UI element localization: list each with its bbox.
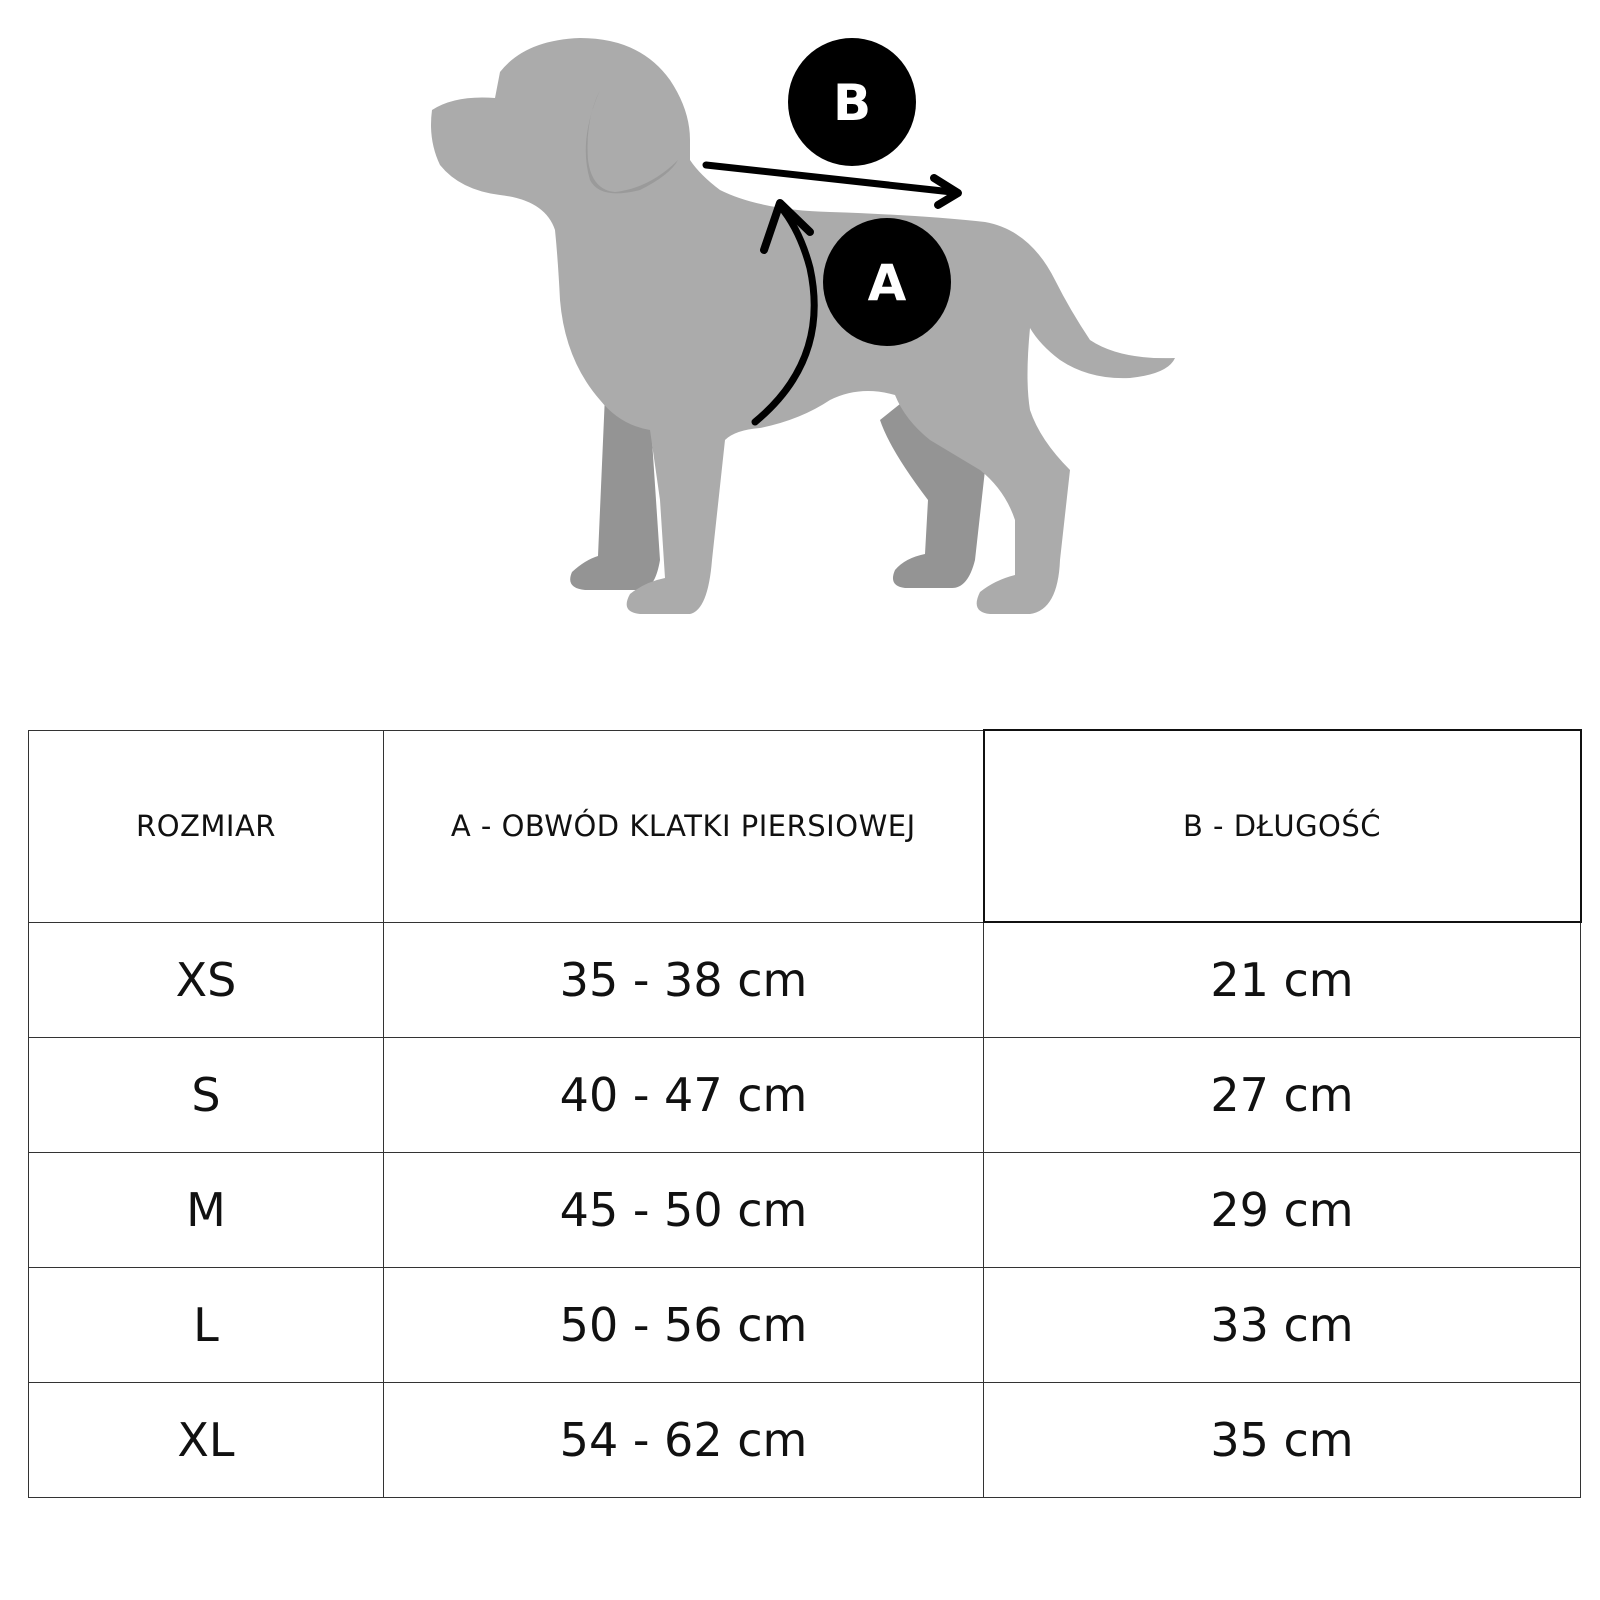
cell-chest: 50 - 56 cm	[384, 1268, 984, 1383]
cell-chest: 45 - 50 cm	[384, 1153, 984, 1268]
cell-length: 35 cm	[984, 1383, 1581, 1498]
cell-chest: 35 - 38 cm	[384, 922, 984, 1038]
cell-size: M	[29, 1153, 384, 1268]
header-chest-girth: A - OBWÓD KLATKI PIERSIOWEJ	[384, 730, 984, 922]
table-row	[29, 1038, 1581, 1153]
cell-size: XS	[29, 922, 384, 1038]
cell-size: XL	[29, 1383, 384, 1498]
cell-length: 21 cm	[984, 922, 1581, 1038]
table-row	[29, 1383, 1581, 1498]
dog-measurement-illustration	[0, 0, 1600, 660]
header-length: B - DŁUGOŚĆ	[984, 730, 1581, 922]
marker-a-label: A	[867, 254, 907, 312]
cell-length: 33 cm	[984, 1268, 1581, 1383]
cell-chest: 40 - 47 cm	[384, 1038, 984, 1153]
table-header-row	[29, 730, 1581, 922]
marker-b-label: B	[832, 74, 872, 132]
table-row	[29, 1268, 1581, 1383]
cell-size: L	[29, 1268, 384, 1383]
cell-length: 29 cm	[984, 1153, 1581, 1268]
cell-length: 27 cm	[984, 1038, 1581, 1153]
length-arrow	[706, 165, 952, 192]
cell-chest: 54 - 62 cm	[384, 1383, 984, 1498]
size-chart-table	[28, 729, 1582, 1498]
table-row	[29, 1153, 1581, 1268]
header-size: ROZMIAR	[29, 730, 384, 922]
cell-size: S	[29, 1038, 384, 1153]
table-row	[29, 922, 1581, 1038]
